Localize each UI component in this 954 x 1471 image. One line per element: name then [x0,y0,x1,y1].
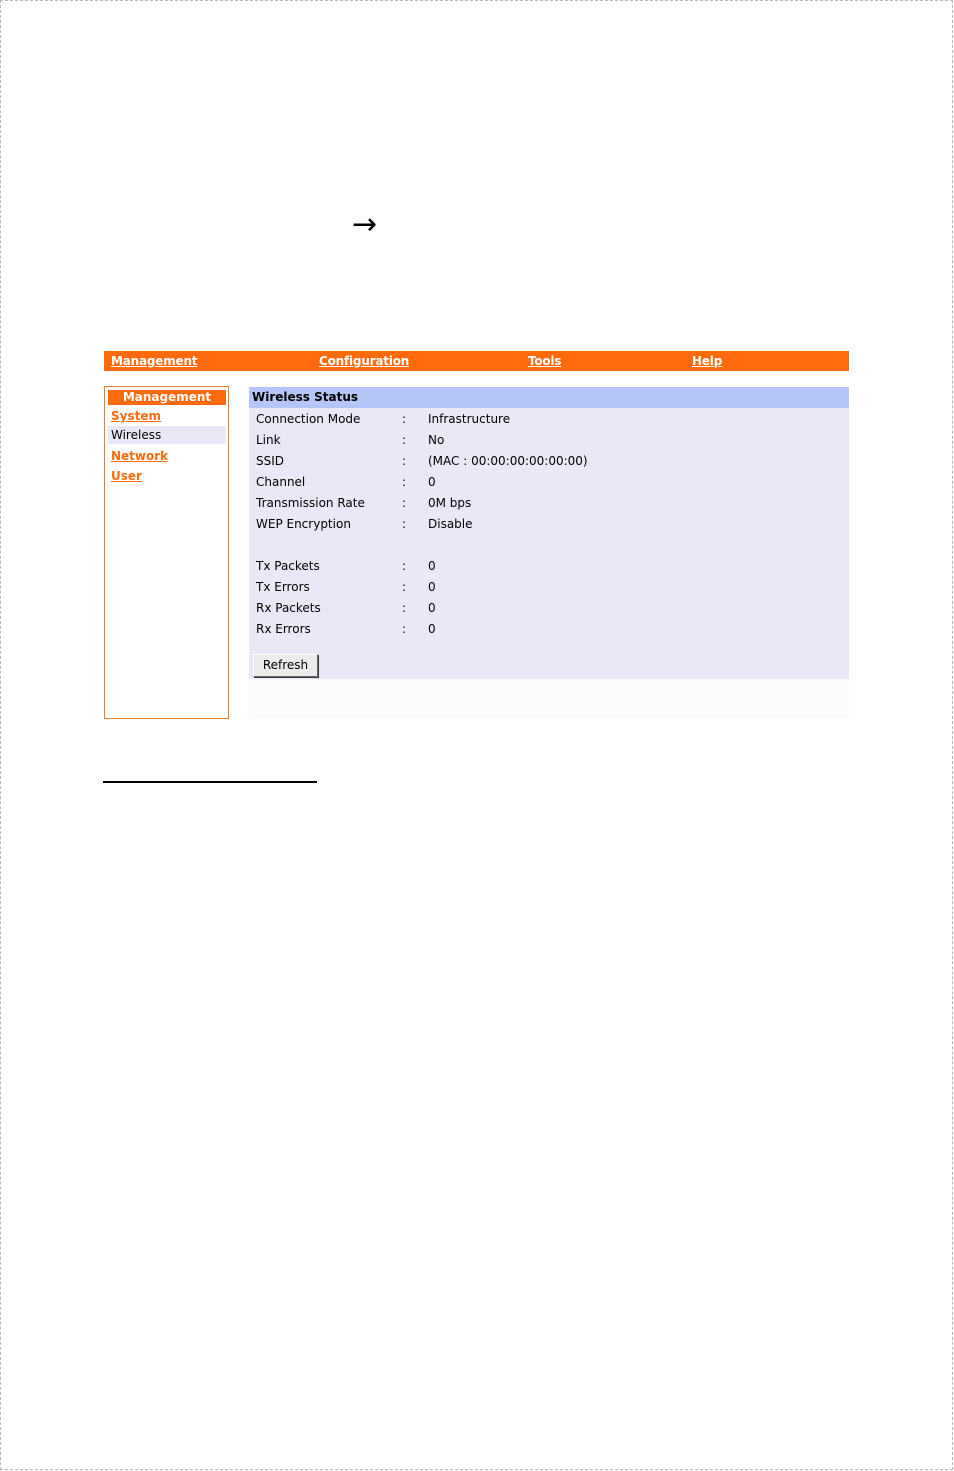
row-value: 0M bps [428,496,472,510]
footnote-divider [103,781,317,783]
row-label: Link [256,433,281,447]
panel-title-bar [249,387,849,408]
sidebar-item-label[interactable]: System [111,409,161,423]
row-label: Transmission Rate [256,496,365,510]
nav-help-link[interactable]: Help [692,354,723,368]
row-label: Rx Errors [256,622,311,636]
row-label: Connection Mode [256,412,361,426]
row-value: No [428,433,445,447]
status-row-tx-packets [249,559,849,579]
row-label: WEP Encryption [256,517,351,531]
sidebar-item-label[interactable]: User [111,469,142,483]
sidebar-item-network[interactable] [108,447,226,465]
status-row-ssid [249,454,849,474]
row-label: Channel [256,475,306,489]
row-value: 0 [428,622,436,636]
sidebar-item-wireless[interactable] [108,426,226,444]
panel-title: Wireless Status [252,390,359,404]
row-separator: : [402,433,407,447]
nav-configuration-link[interactable]: Configuration [319,354,410,368]
row-value: 0 [428,601,436,615]
row-value: Infrastructure [428,412,511,426]
row-value: (MAC : 00:00:00:00:00:00) [428,454,588,468]
row-label: SSID [256,454,285,468]
top-nav-bar [104,351,849,371]
status-row-connection-mode [249,412,849,432]
nav-management-link[interactable]: Management [111,354,198,368]
row-label: Rx Packets [256,601,321,615]
row-label: Tx Errors [256,580,310,594]
row-separator: : [402,559,407,573]
refresh-button[interactable]: Refresh [253,654,318,677]
nav-tools-link[interactable]: Tools [528,354,562,368]
arrow-right-icon: → [352,207,378,242]
row-separator: : [402,517,407,531]
status-row-wep-encryption [249,517,849,537]
row-value: 0 [428,475,436,489]
row-separator: : [402,496,407,510]
sidebar-header: Management [108,390,226,405]
row-separator: : [402,454,407,468]
status-row-transmission-rate [249,496,849,516]
row-value: 0 [428,580,436,594]
row-separator: : [402,412,407,426]
sidebar-item-label: Wireless [111,428,162,442]
sidebar-item-label[interactable]: Network [111,449,169,463]
wireless-status-panel [249,387,849,679]
sidebar [104,386,229,719]
row-separator: : [402,622,407,636]
row-separator: : [402,475,407,489]
status-row-rx-errors [249,622,849,642]
row-value: Disable [428,517,473,531]
status-row-tx-errors [249,580,849,600]
row-label: Tx Packets [256,559,320,573]
sidebar-item-system[interactable] [108,407,226,425]
status-row-link [249,433,849,453]
status-row-rx-packets [249,601,849,621]
row-separator: : [402,580,407,594]
row-separator: : [402,601,407,615]
row-value: 0 [428,559,436,573]
status-row-channel [249,475,849,495]
sidebar-item-user[interactable] [108,467,226,485]
